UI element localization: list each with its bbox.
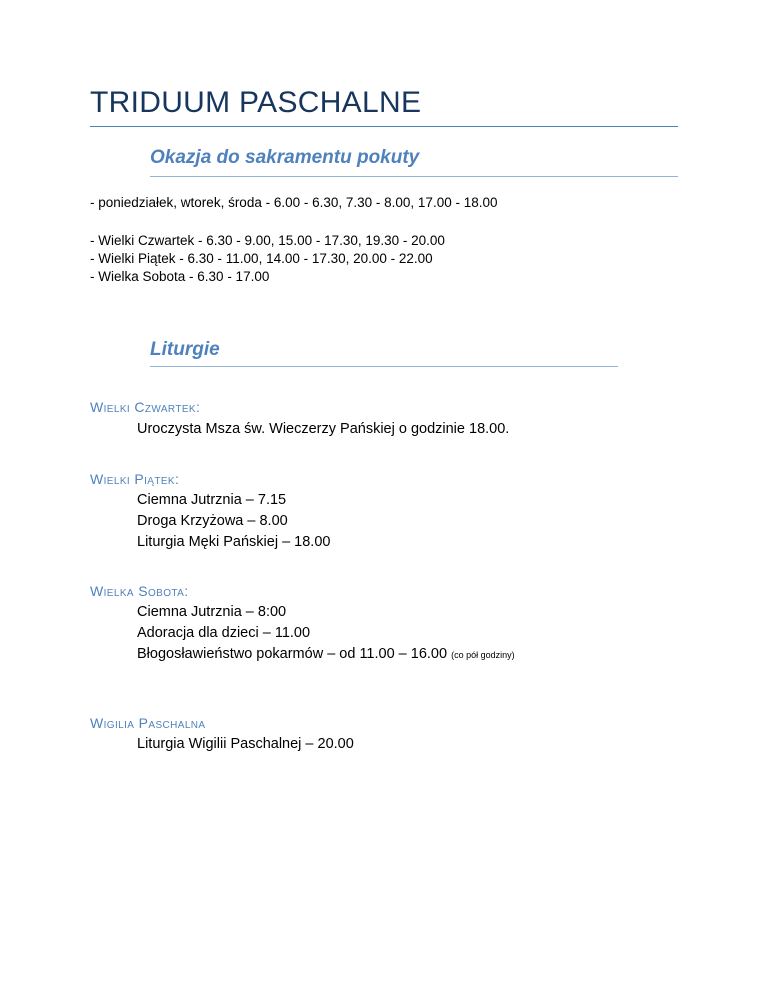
section-saturday bbox=[137, 602, 515, 666]
confession-weekdays bbox=[90, 194, 498, 212]
liturgy-divider bbox=[150, 366, 618, 367]
confession-heading: Okazja do sakramentu pokuty bbox=[150, 147, 420, 168]
list-item: Uroczysta Msza św. Wieczerzy Pańskiej o godzinie 18.00. bbox=[137, 421, 510, 437]
list-item: Liturgia Męki Pańskiej – 18.00 bbox=[137, 534, 331, 550]
title-divider bbox=[90, 126, 678, 127]
section-heading-saturday: Wielka Sobota: bbox=[90, 583, 189, 599]
list-item: Adoracja dla dzieci – 11.00 bbox=[137, 625, 311, 641]
confession-line-saturday: - Wielka Sobota - 6.30 - 17.00 bbox=[90, 269, 270, 284]
liturgy-heading: Liturgie bbox=[150, 339, 220, 360]
section-thursday bbox=[137, 419, 509, 440]
section-friday bbox=[137, 490, 330, 553]
blessing-note: (co pół godziny) bbox=[451, 650, 515, 660]
list-item bbox=[137, 644, 515, 666]
section-heading-thursday: Wielki Czwartek: bbox=[90, 399, 201, 415]
confession-divider bbox=[150, 176, 678, 177]
list-item: Liturgia Wigilii Paschalnej – 20.00 bbox=[137, 736, 354, 752]
confession-triduum bbox=[90, 232, 445, 286]
section-heading-vigil: Wigilia Paschalna bbox=[90, 715, 206, 731]
list-item: Ciemna Jutrznia – 7.15 bbox=[137, 492, 287, 508]
page-title: TRIDUUM PASCHALNE bbox=[90, 86, 422, 119]
blessing-text: Błogosławieństwo pokarmów – od 11.00 – 16.00 bbox=[137, 646, 448, 662]
confession-line-weekdays: - poniedziałek, wtorek, środa - 6.00 - 6.30, 7.30 - 8.00, 17.00 - 18.00 bbox=[90, 195, 498, 210]
list-item: Ciemna Jutrznia – 8:00 bbox=[137, 604, 287, 620]
section-vigil bbox=[137, 734, 354, 755]
confession-line-friday: - Wielki Piątek - 6.30 - 11.00, 14.00 - 17.30, 20.00 - 22.00 bbox=[90, 251, 433, 266]
list-item: Droga Krzyżowa – 8.00 bbox=[137, 513, 288, 529]
confession-line-thursday: - Wielki Czwartek - 6.30 - 9.00, 15.00 - 17.30, 19.30 - 20.00 bbox=[90, 233, 445, 248]
section-heading-friday: Wielki Piątek: bbox=[90, 471, 180, 487]
